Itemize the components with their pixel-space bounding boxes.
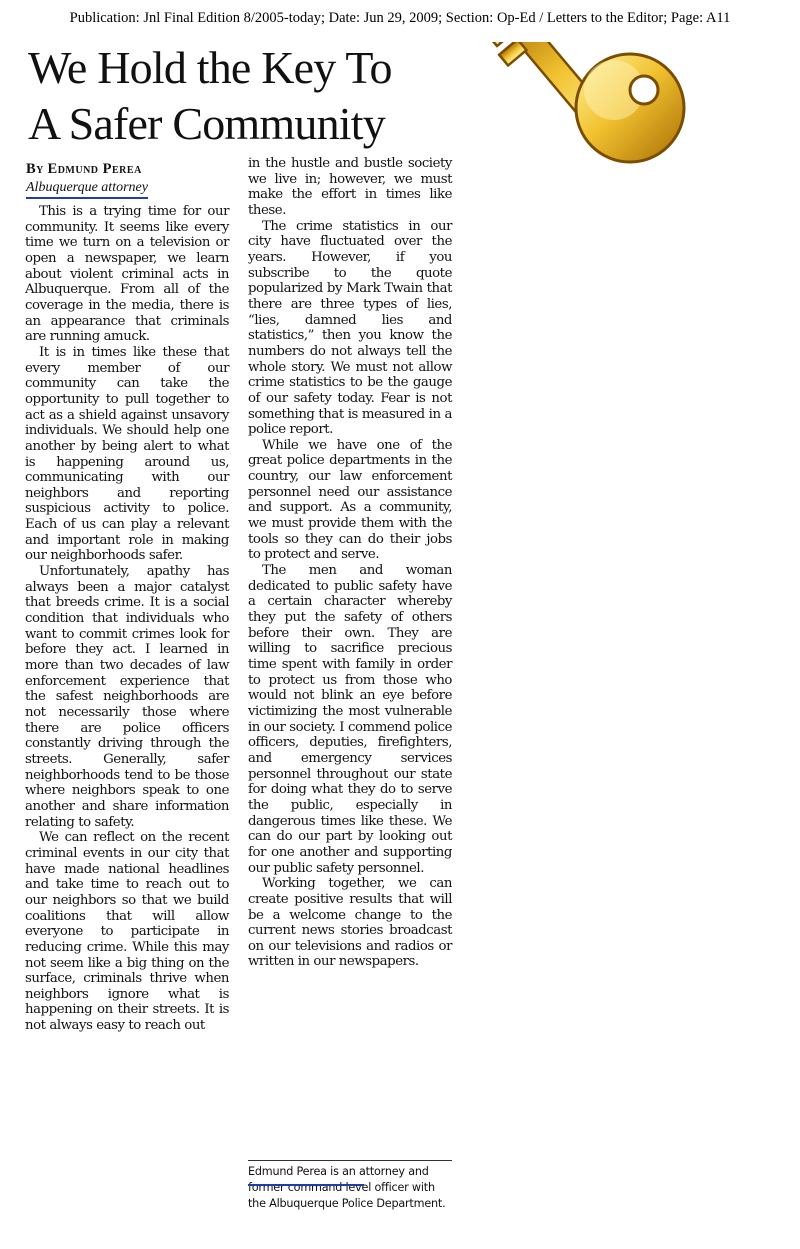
paragraph: The crime statistics in our city have fluctuated over the years. However, if you subscribe to the quote popularized by Mark Twain that there are three types of lies, “lies, damned lies and statistics,” then you know the numbers do not always tell the whole story. We must not allow crime statistics to be the gauge of our safety today. Fear is not something that is measured in a police report. [248, 218, 452, 438]
paragraph: We can reflect on the recent criminal events in our city that have made national headlines and take time to reach out to our neighbors so that we build coalitions that will allow everyone to participate in reducing crime. While this may not seem like a big thing on the surface, criminals thrive when neighbors ignore what is happening on their streets. It is not always easy to reach out [25, 830, 229, 1034]
paragraph: It is in times like these that every member of our community can take the opportunity to pull together to act as a shield against unsavory individuals. We should help one another by being alert to what is happening around us, communicating with our neighbors and reporting suspicious activity to police. Each of us can play a relevant and important role in making our neighborhoods safer. [25, 344, 229, 564]
article-column-1 [25, 204, 229, 1034]
bio-text: Edmund Perea is an attorney and former command level officer with the Albuquerque Police Department. [248, 1165, 446, 1211]
paragraph: Unfortunately, apathy has always been a major catalyst that breeds crime. It is a social condition that individuals who want to commit crimes look for before they act. I learned in more than two decades of law enforcement experience that the safest neighborhoods are not necessarily those where there are police officers constantly driving through the streets. Generally, safer neighborhoods tend to be those where neighbors speak to one another and share information relating to safety. [25, 564, 229, 830]
byline [26, 160, 226, 199]
headline-line-2: A Safer Community [28, 98, 385, 149]
author-bio [248, 1160, 452, 1213]
golden-key-icon [492, 42, 692, 254]
article-column-2 [248, 156, 452, 970]
key-tooth [499, 42, 526, 65]
byline-author [26, 160, 226, 178]
byline-prefix: By [26, 161, 44, 177]
paragraph: Working together, we can create positive results that will be a welcome change to the current news stories broadcast on our televisions and radios or written in our newspapers. [248, 876, 452, 970]
headline-line-1: We Hold the Key To [28, 42, 392, 93]
author-role: Albuquerque attorney [26, 179, 148, 199]
key-hole [630, 76, 658, 104]
bio-underline [248, 1184, 364, 1186]
headline [28, 40, 488, 152]
author-name: Edmund Perea [47, 161, 142, 177]
paragraph: While we have one of the great police departments in the country, our law enforcement personnel need our assistance and support. As a community, we must provide them with the tools so they can do their jobs to protect and serve. [248, 437, 452, 563]
publication-header: Publication: Jnl Final Edition 8/2005-today; Date: Jun 29, 2009; Section: Op-Ed / Letters to the Editor; Page: A11 [69, 10, 731, 26]
paragraph: The men and woman dedicated to public safety have a certain character whereby they put the safety of others before their own. They are willing to sacrifice precious time spent with family in order to protect us from those who would not blink an eye before victimizing the most vulnerable in our society. I commend police officers, deputies, firefighters, and emergency services personnel throughout our state for doing what they do to serve the public, especially in dangerous times like these. We can do our part by looking out for one another and supporting our public safety personnel. [248, 563, 452, 876]
paragraph: This is a trying time for our community. It seems like every time we turn on a television or open a newspaper, we learn about violent criminal acts in Albuquerque. From all of the coverage in the media, there is an appearance that criminals are running amuck. [25, 204, 229, 345]
paragraph-continued: in the hustle and bustle society we live in; however, we must make the effort in times like these. [248, 156, 452, 218]
